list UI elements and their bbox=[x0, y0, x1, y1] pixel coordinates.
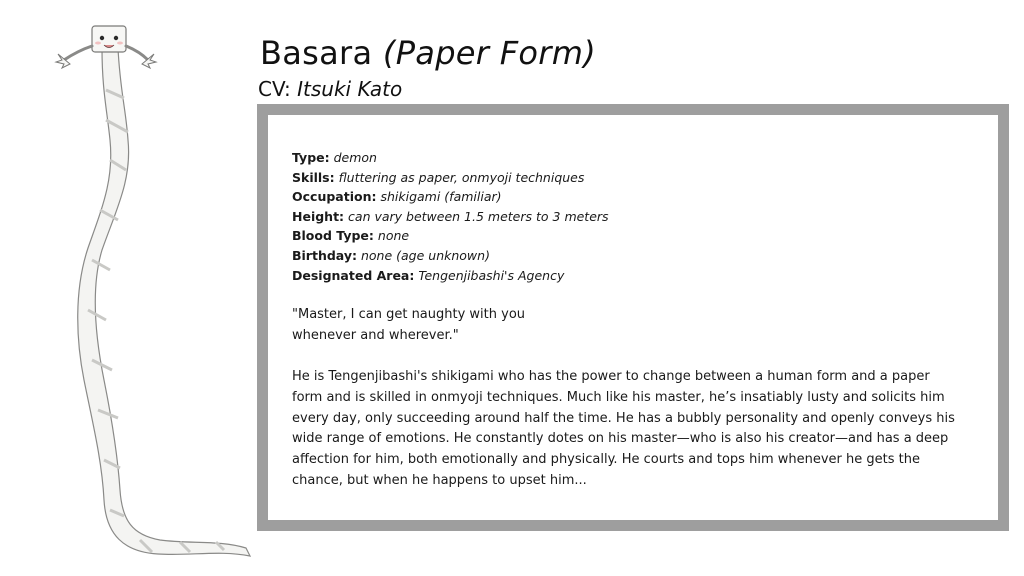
quote-line: whenever and wherever." bbox=[292, 327, 459, 343]
stat-blood-type bbox=[292, 226, 609, 246]
stat-value: demon bbox=[333, 150, 377, 165]
profile-card bbox=[257, 104, 1009, 531]
bio-line: form and is skilled in onmyoji techniques. Much like his master, he’s insatiably lusty and solicits him bbox=[292, 389, 945, 405]
stat-label: Height: bbox=[292, 208, 345, 224]
stat-skills bbox=[292, 168, 609, 188]
stat-label: Type: bbox=[292, 150, 330, 165]
voice-actor-name: Itsuki Kato bbox=[297, 77, 403, 101]
stat-label: Birthday: bbox=[292, 247, 357, 263]
stat-type bbox=[292, 148, 609, 168]
voice-actor-credit bbox=[258, 77, 402, 101]
stat-value: can vary between 1.5 meters to 3 meters bbox=[348, 208, 609, 224]
stat-height bbox=[292, 207, 609, 227]
bio-line: chance, but when he happens to upset him... bbox=[292, 472, 587, 488]
stat-occupation bbox=[292, 187, 609, 207]
stat-value: none bbox=[377, 228, 410, 244]
bio-line: every day, only succeeding around half the time. He has a bubbly personality and openly conveys his bbox=[292, 410, 955, 426]
stat-designated-area bbox=[292, 266, 609, 286]
character-quote bbox=[292, 305, 592, 346]
stat-label: Skills: bbox=[292, 169, 335, 185]
bio-line: He is Tengenjibashi's shikigami who has the power to change between a human form and a paper bbox=[292, 369, 930, 384]
stat-label: Designated Area: bbox=[292, 267, 415, 283]
bio-line: affection for him, both emotionally and physically. He courts and tops him whenever he gets the bbox=[292, 452, 920, 468]
stat-value: Tengenjibashi's Agency bbox=[418, 267, 565, 283]
stat-label: Occupation: bbox=[292, 189, 377, 205]
stats-list bbox=[292, 148, 609, 285]
stat-value: fluttering as paper, onmyoji techniques bbox=[338, 169, 585, 185]
paper-form-character-illustration bbox=[40, 20, 270, 570]
character-name-title bbox=[260, 33, 596, 73]
stat-value: none (age unknown) bbox=[360, 247, 490, 263]
cv-label: CV: bbox=[258, 77, 291, 101]
bio-line: wide range of emotions. He constantly dotes on his master—who is also his creator—and has a deep bbox=[292, 431, 949, 447]
stat-birthday bbox=[292, 246, 609, 266]
stat-label: Blood Type: bbox=[292, 228, 374, 244]
character-name: Basara bbox=[260, 34, 373, 72]
character-bio bbox=[292, 367, 992, 492]
quote-line: "Master, I can get naughty with you bbox=[292, 307, 526, 322]
stat-value: shikigami (familiar) bbox=[380, 189, 502, 205]
character-form: (Paper Form) bbox=[382, 34, 597, 72]
